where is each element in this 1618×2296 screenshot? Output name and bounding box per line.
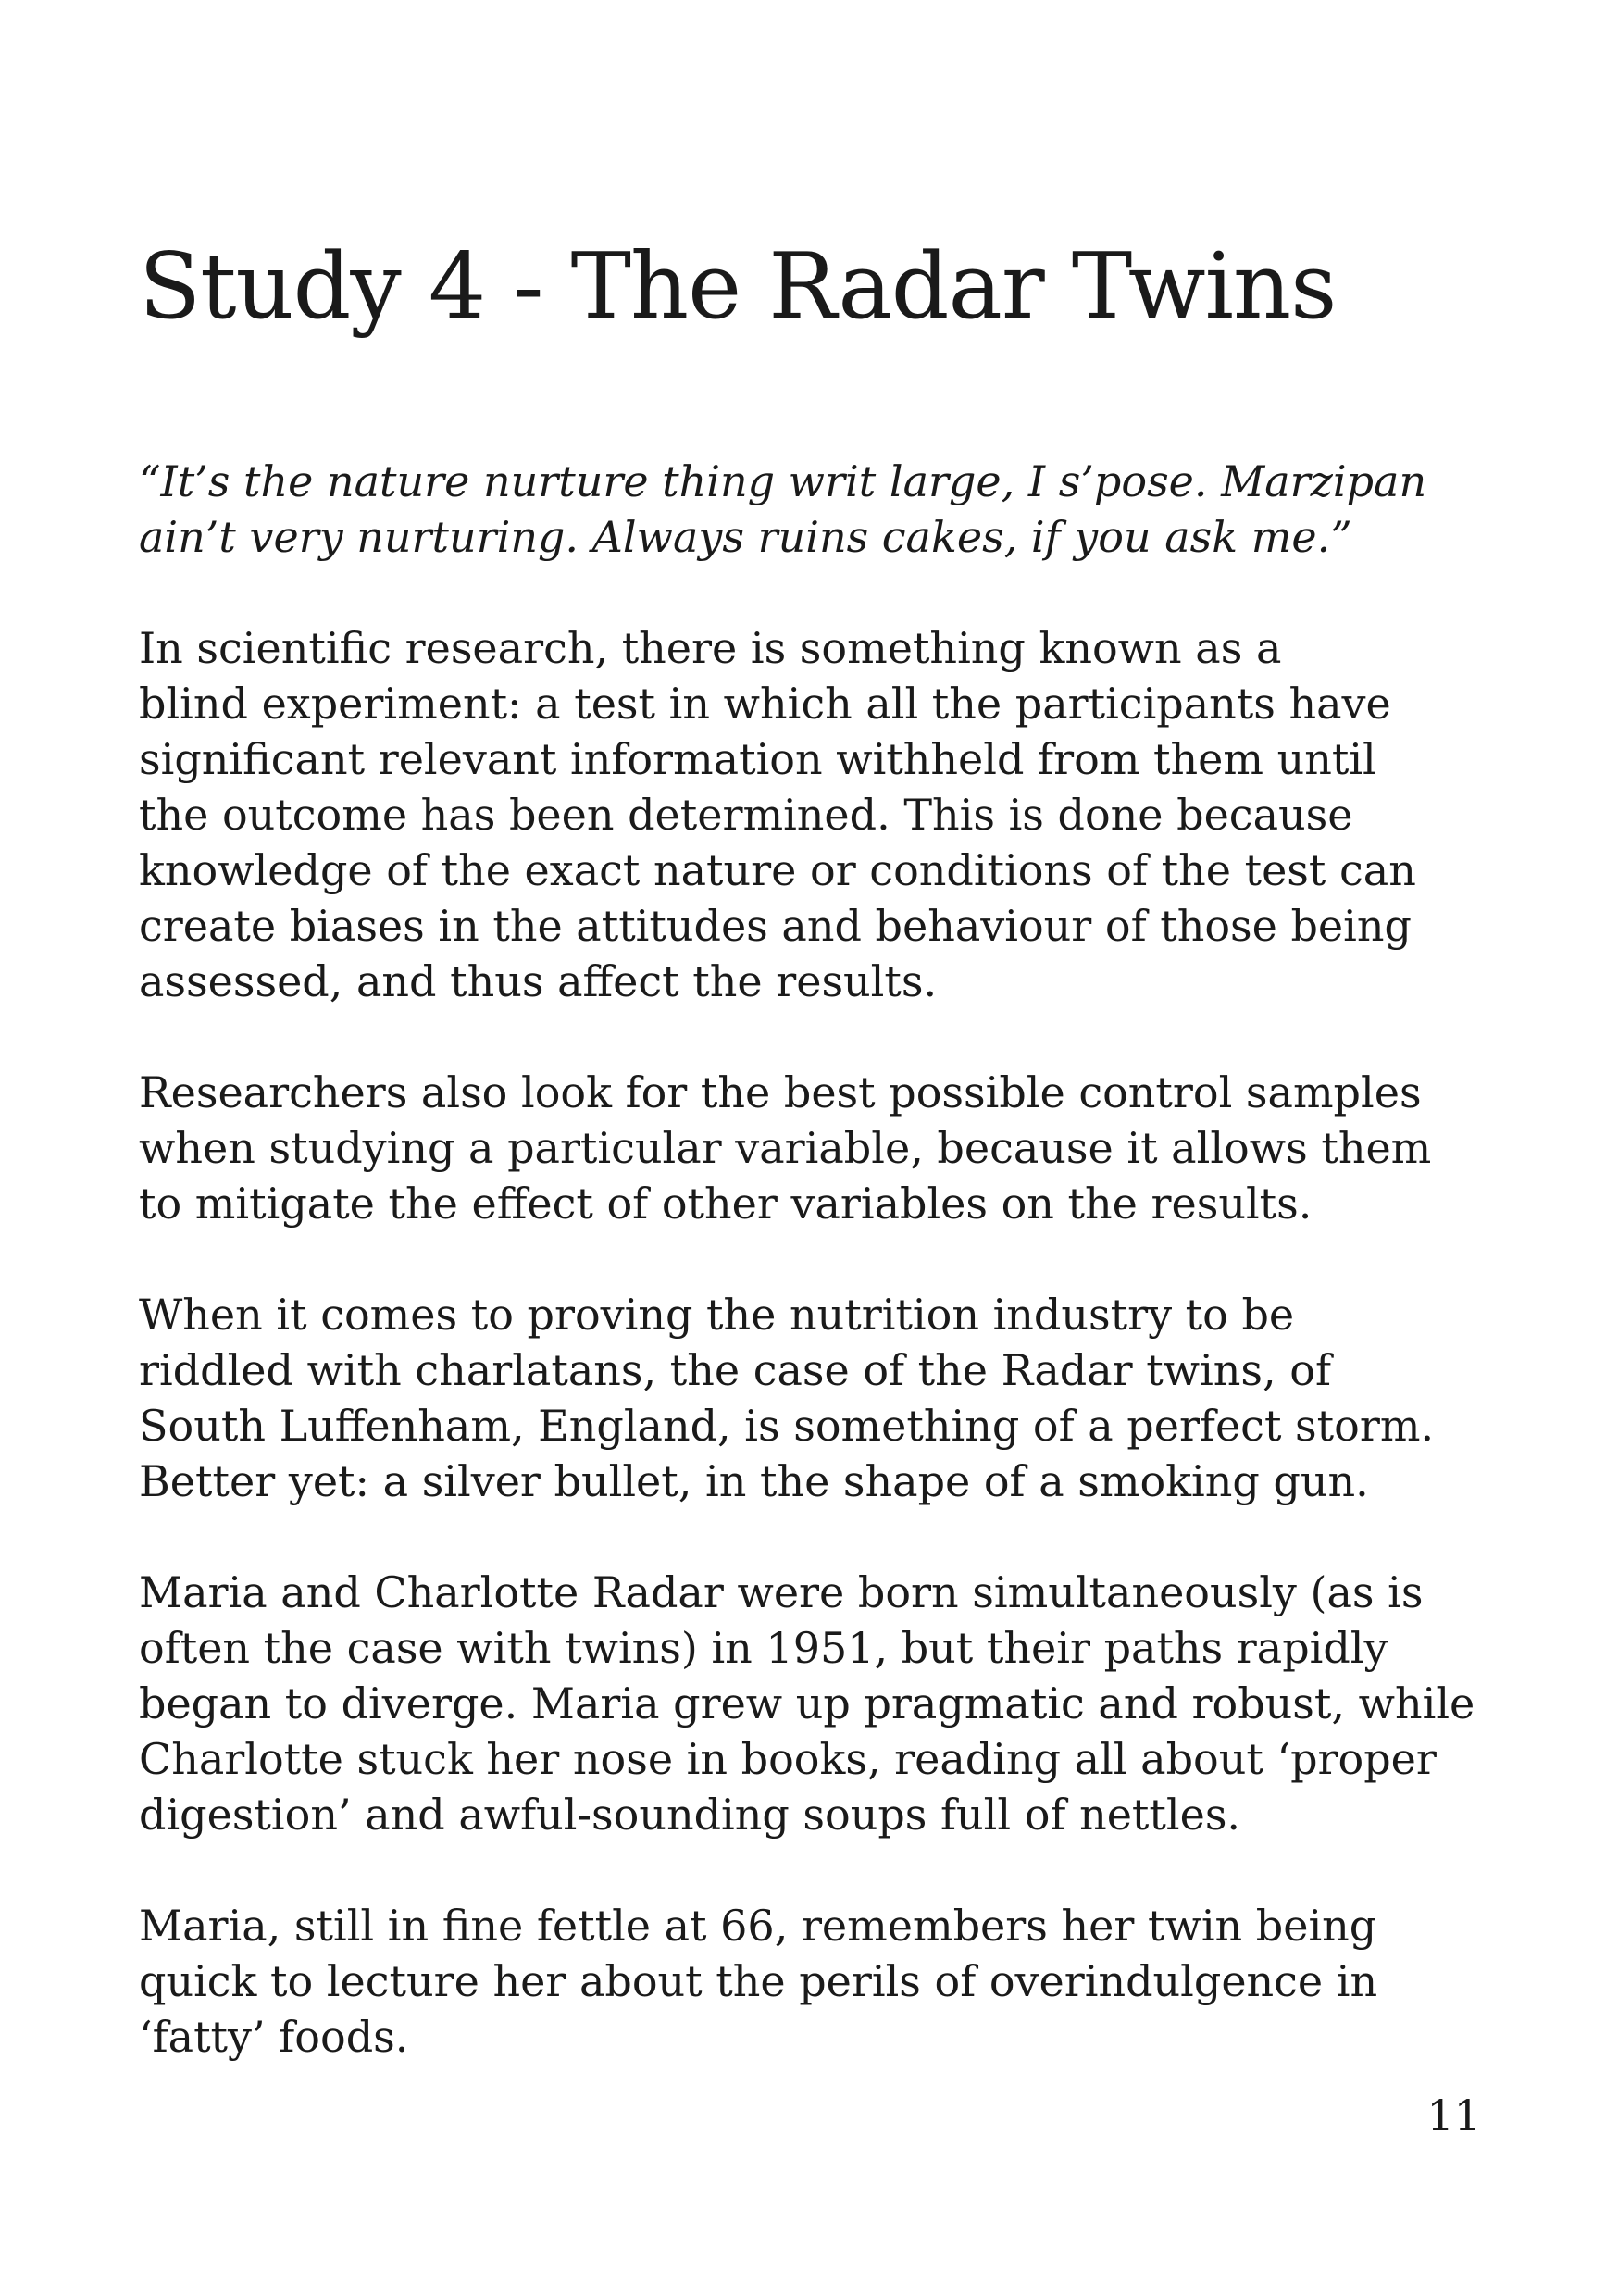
paragraph-maria-memory [139,1898,1481,2065]
paragraph-line: blind experiment: a test in which all the participants have [139,679,1391,729]
page-title: Study 4 - The Radar Twins [139,234,1337,340]
paragraph-line: When it comes to proving the nutrition industry to be [139,1290,1295,1340]
paragraph-line: Maria and Charlotte Radar were born simultaneously (as is [139,1567,1424,1617]
epigraph-line: “It’s the nature nurture thing writ large, I s’pose. Marzipan [139,456,1427,506]
paragraph-line: Better yet: a silver bullet, in the shape of a smoking gun. [139,1456,1369,1506]
epigraph-quote [139,454,1481,565]
paragraph-line: quick to lecture her about the perils of overindulgence in [139,1956,1378,2006]
paragraph-blind-experiment [139,620,1481,1009]
paragraph-line: In scientific research, there is something known as a [139,623,1282,673]
paragraph-line: the outcome has been determined. This is done because [139,790,1353,840]
page-number: 11 [1426,2090,1481,2140]
paragraph-line: knowledge of the exact nature or conditions of the test can [139,845,1416,895]
body-text [139,454,1481,2120]
epigraph-line: ain’t very nurturing. Always ruins cakes, if you ask me.” [139,512,1352,562]
paragraph-line: to mitigate the effect of other variables on the results. [139,1179,1313,1229]
paragraph-line: began to diverge. Maria grew up pragmatic and robust, while [139,1678,1475,1728]
paragraph-radar-twins-case [139,1287,1481,1509]
paragraph-line: South Luffenham, England, is something of a perfect storm. [139,1401,1435,1451]
paragraph-line: Researchers also look for the best possible control samples [139,1067,1422,1117]
paragraph-line: significant relevant information withheld from them until [139,734,1376,784]
paragraph-line: riddled with charlatans, the case of the Radar twins, of [139,1345,1331,1395]
paragraph-twins-birth [139,1565,1481,1842]
paragraph-line: Charlotte stuck her nose in books, reading all about ‘proper [139,1734,1437,1784]
paragraph-line: assessed, and thus affect the results. [139,956,938,1006]
paragraph-line: Maria, still in fine fettle at 66, remembers her twin being [139,1901,1377,1951]
paragraph-line: when studying a particular variable, because it allows them [139,1123,1432,1173]
paragraph-line: digestion’ and awful-sounding soups full of nettles. [139,1790,1241,1840]
paragraph-line: create biases in the attitudes and behaviour of those being [139,901,1412,951]
paragraph-line: ‘fatty’ foods. [139,2012,409,2062]
paragraph-line: often the case with twins) in 1951, but their paths rapidly [139,1623,1388,1673]
paragraph-control-samples [139,1065,1481,1231]
